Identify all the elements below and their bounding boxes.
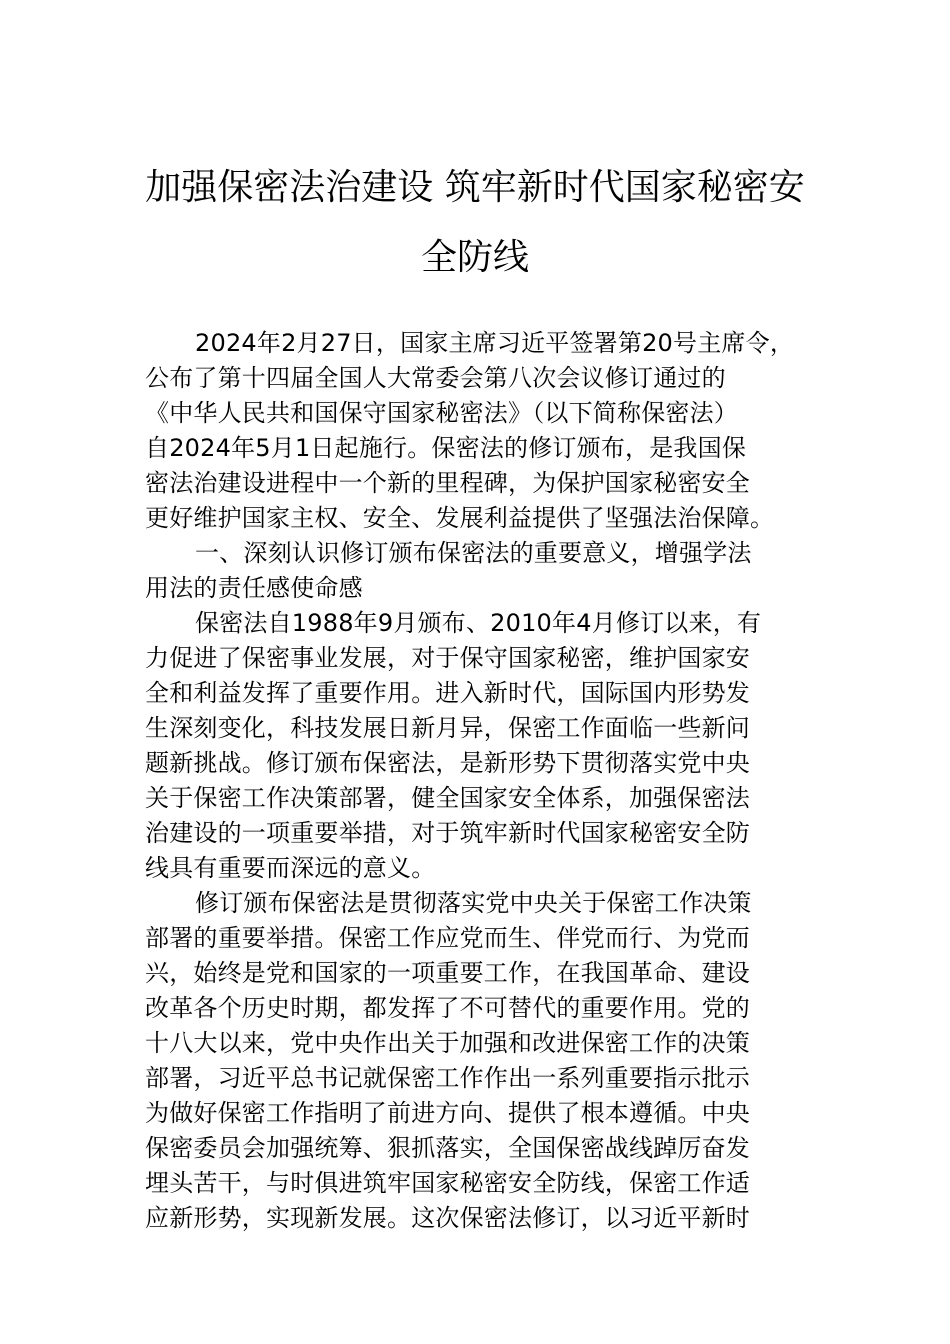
body-line: 埋头苦干，与时俱进筑牢国家秘密安全防线，保密工作适: [145, 1169, 750, 1197]
body-line: 线具有重要而深远的意义。: [145, 854, 436, 882]
body-line: 密法治建设进程中一个新的里程碑，为保护国家秘密安全: [145, 469, 750, 497]
body-line: 为做好保密工作指明了前进方向、提供了根本遵循。中央: [145, 1099, 750, 1127]
body-line: 力促进了保密事业发展，对于保守国家秘密，维护国家安: [145, 644, 750, 672]
document-title-line-2: 全防线: [420, 237, 529, 278]
body-line: 保密委员会加强统筹、狠抓落实，全国保密战线踔厉奋发: [145, 1134, 750, 1162]
body-line: 十八大以来，党中央作出关于加强和改进保密工作的决策: [145, 1029, 750, 1057]
section-heading-line: 一、深刻认识修订颁布保密法的重要意义，增强学法: [195, 539, 752, 567]
body-line: 生深刻变化，科技发展日新月异，保密工作面临一些新问: [145, 714, 750, 742]
body-line: 2024年2月27日，国家主席习近平签署第20号主席令，: [195, 329, 795, 357]
body-line: 改革各个历史时期，都发挥了不可替代的重要作用。党的: [145, 994, 750, 1022]
section-heading-line: 用法的责任感使命感: [145, 574, 363, 602]
body-line: 应新形势，实现新发展。这次保密法修订，以习近平新时: [145, 1204, 750, 1232]
body-line: 关于保密工作决策部署，健全国家安全体系，加强保密法: [145, 784, 750, 812]
body-line: 题新挑战。修订颁布保密法，是新形势下贯彻落实党中央: [145, 749, 750, 777]
body-line: 兴，始终是党和国家的一项重要工作，在我国革命、建设: [145, 959, 750, 987]
body-line: 部署的重要举措。保密工作应党而生、伴党而行、为党而: [145, 924, 750, 952]
body-line: 公布了第十四届全国人大常委会第八次会议修订通过的: [145, 364, 726, 392]
body-line: 《中华人民共和国保守国家秘密法》（以下简称保密法）: [145, 399, 738, 427]
body-line: 部署，习近平总书记就保密工作作出一系列重要指示批示: [145, 1064, 750, 1092]
document-title-line-1: 加强保密法治建设 筑牢新时代国家秘密安: [145, 167, 805, 208]
body-line: 保密法自1988年9月颁布、2010年4月修订以来，有: [195, 609, 762, 637]
body-line: 治建设的一项重要举措，对于筑牢新时代国家秘密安全防: [145, 819, 750, 847]
body-line: 修订颁布保密法是贯彻落实党中央关于保密工作决策: [195, 889, 752, 917]
body-line: 更好维护国家主权、安全、发展利益提供了坚强法治保障。: [145, 504, 775, 532]
body-line: 全和利益发挥了重要作用。进入新时代，国际国内形势发: [145, 679, 750, 707]
body-line: 自2024年5月1日起施行。保密法的修订颁布，是我国保: [145, 434, 747, 462]
